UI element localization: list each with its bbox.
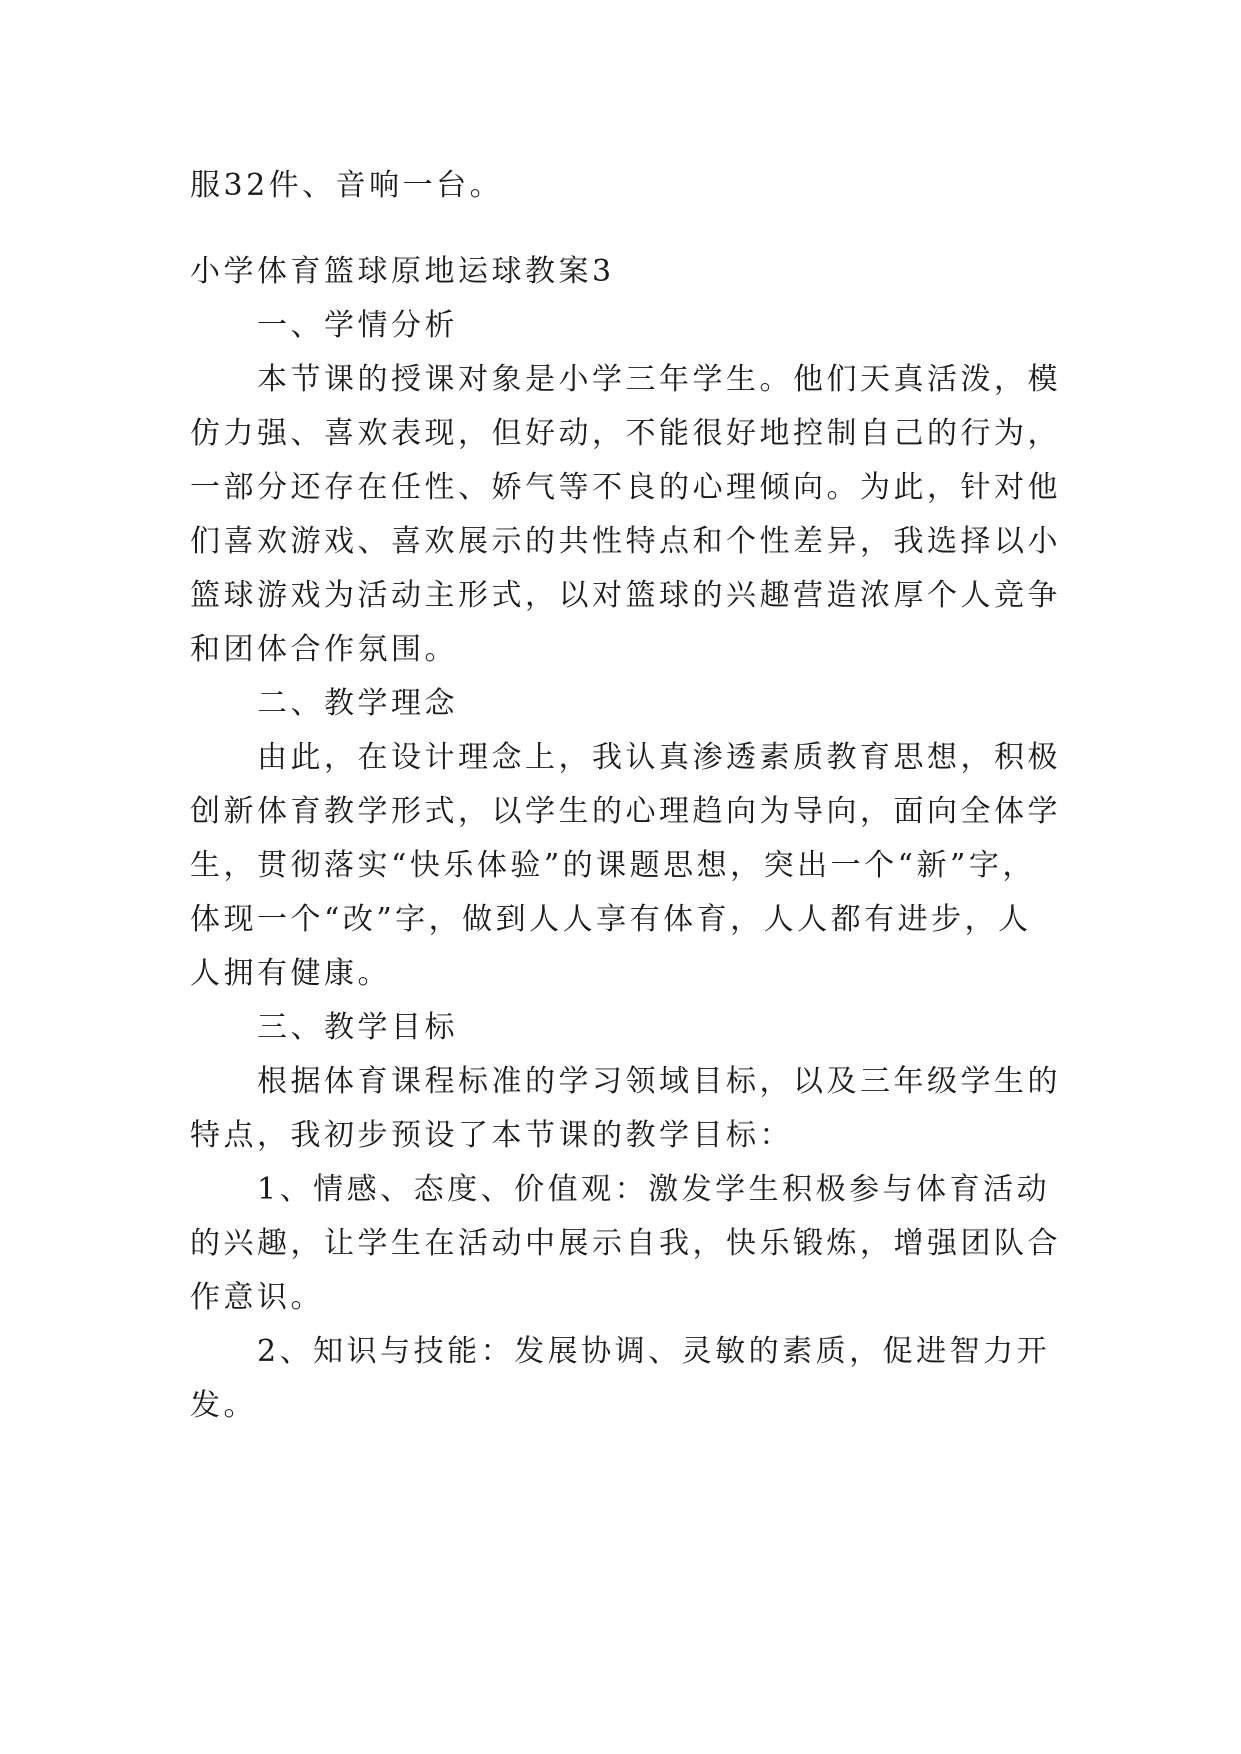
- section-title: 小学体育篮球原地运球教案3: [190, 254, 615, 289]
- paragraph-line: 本节课的授课对象是小学三年学生。他们天真活泼，模: [257, 362, 1061, 397]
- heading-teaching-philosophy: 二、教学理念: [257, 686, 458, 721]
- paragraph-line: 特点，我初步预设了本节课的教学目标：: [190, 1118, 793, 1153]
- paragraph-line: 根据体育课程标准的学习领域目标，以及三年级学生的: [257, 1064, 1061, 1099]
- paragraph-line: 和团体合作氛围。: [190, 632, 458, 667]
- paragraph-line: 仿力强、喜欢表现，但好动，不能很好地控制自己的行为，: [190, 416, 1061, 451]
- paragraph-line: 由此，在设计理念上，我认真渗透素质教育思想，积极: [257, 740, 1061, 775]
- list-item-line: 的兴趣，让学生在活动中展示自我，快乐锻炼，增强团队合: [190, 1226, 1061, 1261]
- list-item-line: 1、情感、态度、价值观：激发学生积极参与体育活动: [257, 1172, 1051, 1207]
- paragraph-line: 体现一个“改”字，做到人人享有体育，人人都有进步，人: [190, 902, 1032, 937]
- list-item-line: 2、知识与技能：发展协调、灵敏的素质，促进智力开: [257, 1334, 1051, 1369]
- list-item-line: 作意识。: [190, 1280, 324, 1315]
- paragraph-line: 生，贯彻落实“快乐体验”的课题思想，突出一个“新”字，: [190, 848, 1036, 883]
- continuation-line: 服32件、音响一台。: [190, 168, 504, 203]
- paragraph-line: 一部分还存在任性、娇气等不良的心理倾向。为此，针对他: [190, 470, 1061, 505]
- paragraph-line: 人拥有健康。: [190, 956, 391, 991]
- list-item-line: 发。: [190, 1388, 257, 1423]
- heading-learning-analysis: 一、学情分析: [257, 308, 458, 343]
- heading-teaching-goals: 三、教学目标: [257, 1010, 458, 1045]
- paragraph-line: 们喜欢游戏、喜欢展示的共性特点和个性差异，我选择以小: [190, 524, 1061, 559]
- paragraph-line: 篮球游戏为活动主形式，以对篮球的兴趣营造浓厚个人竞争: [190, 578, 1061, 613]
- paragraph-line: 创新体育教学形式，以学生的心理趋向为导向，面向全体学: [190, 794, 1061, 829]
